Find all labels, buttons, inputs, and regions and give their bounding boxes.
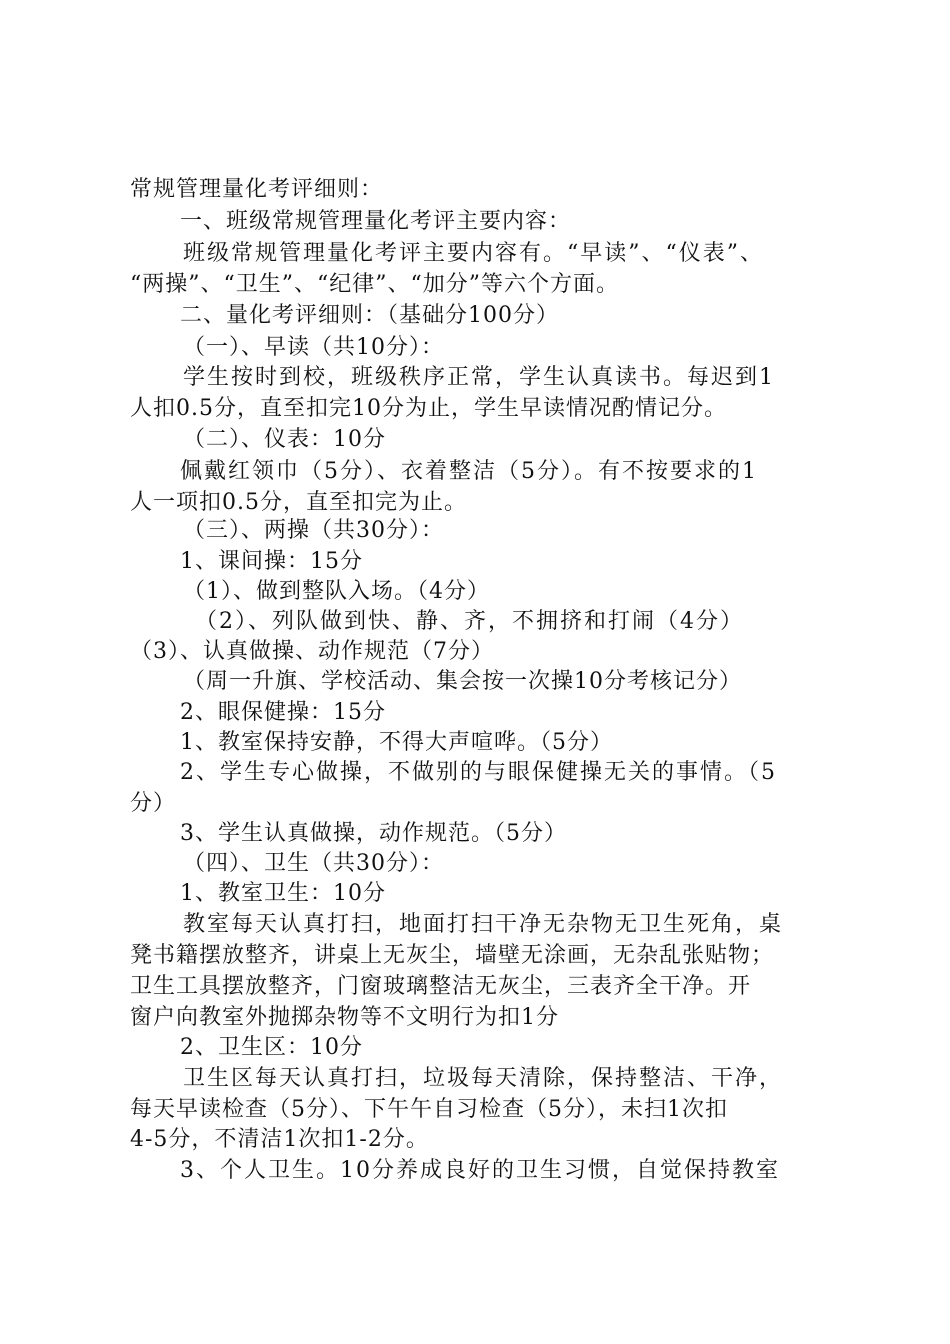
paragraph-line: 人扣0.5分，直至扣完10分为止，学生早读情况酌情记分。: [130, 396, 727, 421]
section-heading-2: 二、量化考评细则：（基础分100分）: [180, 303, 559, 328]
paragraph-line: 卫生区每天认真打扫，垃圾每天清除，保持整洁、干净，: [183, 1066, 784, 1091]
item-heading: 2、眼保健操：15分: [180, 700, 386, 725]
note-line: （周一升旗、学校活动、集会按一次操10分考核记分）: [183, 669, 742, 694]
paragraph-line: 4-5分，不清洁1次扣1-2分。: [130, 1127, 429, 1152]
list-item: 3、学生认真做操，动作规范。（5分）: [180, 821, 567, 846]
item-heading: 1、教室卫生：10分: [180, 881, 386, 906]
item-heading: 2、卫生区：10分: [180, 1035, 363, 1060]
list-item: （3）、认真做操、动作规范（7分）: [130, 639, 494, 664]
paragraph-line: “两操”、“卫生”、“纪律”、“加分”等六个方面。: [130, 272, 619, 297]
subsection-heading: （三）、两操（共30分）：: [183, 518, 444, 543]
section-heading-1: 一、班级常规管理量化考评主要内容：: [180, 209, 572, 234]
list-item: （2）、列队做到快、静、齐，不拥挤和打闹（4分）: [195, 609, 744, 634]
doc-title: 常规管理量化考评细则：: [130, 177, 384, 202]
paragraph-line: 佩戴红领巾（5分）、衣着整洁（5分）。有不按要求的1: [180, 459, 758, 484]
subsection-heading: （四）、卫生（共30分）：: [183, 851, 444, 876]
paragraph-line: 每天早读检查（5分）、下午午自习检查（5分），未扫1次扣: [130, 1097, 728, 1122]
list-item: 1、教室保持安静，不得大声喧哗。（5分）: [180, 730, 613, 755]
list-item: 分）: [130, 791, 177, 816]
paragraph-line: 学生按时到校，班级秩序正常，学生认真读书。每迟到1: [183, 365, 775, 390]
subsection-heading: （一）、早读（共10分）：: [183, 335, 444, 360]
paragraph-line: 人一项扣0.5分，直至扣完为止。: [130, 490, 467, 515]
list-item: 2、学生专心做操，不做别的与眼保健操无关的事情。（5: [180, 760, 777, 785]
paragraph-line: 教室每天认真打扫，地面打扫干净无杂物无卫生死角，桌: [183, 912, 784, 937]
subsection-heading: （二）、仪表：10分: [183, 427, 386, 452]
paragraph-line: 班级常规管理量化考评主要内容有。“早读”、“仪表”、: [183, 241, 764, 266]
paragraph-line: 窗户向教室外抛掷杂物等不文明行为扣1分: [130, 1005, 559, 1030]
paragraph-line: 3、个人卫生。10分养成良好的卫生习惯，自觉保持教室: [180, 1158, 780, 1183]
list-item: （1）、做到整队入场。（4分）: [183, 579, 490, 604]
paragraph-line: 卫生工具摆放整齐，门窗玻璃整洁无灰尘，三表齐全干净。开: [130, 974, 752, 999]
item-heading: 1、课间操：15分: [180, 549, 363, 574]
paragraph-line: 凳书籍摆放整齐，讲桌上无灰尘，墙壁无涂画，无杂乱张贴物；: [130, 943, 775, 968]
